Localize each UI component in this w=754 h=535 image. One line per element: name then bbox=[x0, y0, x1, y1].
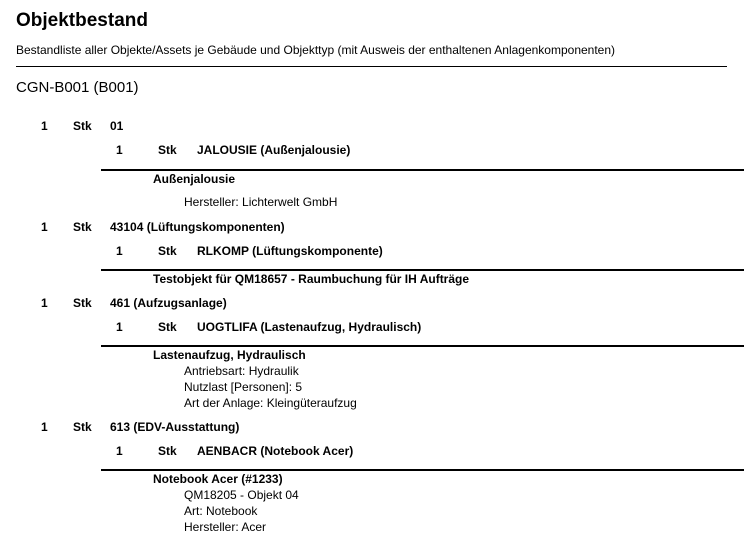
group-qty: 1 bbox=[41, 420, 48, 434]
page-title: Objektbestand bbox=[16, 10, 148, 31]
group-name: 613 (EDV-Ausstattung) bbox=[110, 420, 240, 434]
item-divider bbox=[101, 269, 744, 271]
item-attribute: Art: Notebook bbox=[184, 504, 258, 518]
item-name: UOGTLIFA (Lastenaufzug, Hydraulisch) bbox=[197, 320, 422, 334]
item-divider bbox=[101, 169, 744, 171]
item-attribute: Nutzlast [Personen]: 5 bbox=[184, 380, 303, 394]
group-qty: 1 bbox=[41, 220, 48, 234]
item-qty: 1 bbox=[116, 244, 123, 258]
item-qty: 1 bbox=[116, 444, 123, 458]
item-attribute: Hersteller: Acer bbox=[184, 520, 267, 534]
group-qty: 1 bbox=[41, 296, 48, 310]
header-divider bbox=[16, 66, 727, 67]
item-description: Notebook Acer (#1233) bbox=[153, 472, 283, 486]
group-name: 43104 (Lüftungskomponenten) bbox=[110, 220, 285, 234]
page-subtitle: Bestandliste aller Objekte/Assets je Gebäude und Objekttyp (mit Ausweis der enthaltenen Anlagenkomponenten) bbox=[16, 43, 616, 57]
group-name: 01 bbox=[110, 119, 124, 133]
item-description: Testobjekt für QM18657 - Raumbuchung für IH Aufträge bbox=[153, 272, 470, 286]
group-unit: Stk bbox=[73, 220, 92, 234]
group-unit: Stk bbox=[73, 420, 92, 434]
item-attribute: Hersteller: Lichterwelt GmbH bbox=[184, 195, 338, 209]
building-heading: CGN-B001 (B001) bbox=[16, 79, 139, 96]
item-description: Außenjalousie bbox=[153, 172, 236, 186]
item-divider bbox=[101, 345, 744, 347]
item-qty: 1 bbox=[116, 320, 123, 334]
item-attribute: Antriebsart: Hydraulik bbox=[184, 364, 299, 378]
group-name: 461 (Aufzugsanlage) bbox=[110, 296, 227, 310]
item-name: RLKOMP (Lüftungskomponente) bbox=[197, 244, 383, 258]
item-name: JALOUSIE (Außenjalousie) bbox=[197, 143, 351, 157]
item-qty: 1 bbox=[116, 143, 123, 157]
item-unit: Stk bbox=[158, 244, 177, 258]
group-unit: Stk bbox=[73, 296, 92, 310]
item-description: Lastenaufzug, Hydraulisch bbox=[153, 348, 306, 362]
group-qty: 1 bbox=[41, 119, 48, 133]
item-divider bbox=[101, 469, 744, 471]
item-attribute: QM18205 - Objekt 04 bbox=[184, 488, 299, 502]
item-name: AENBACR (Notebook Acer) bbox=[197, 444, 354, 458]
item-unit: Stk bbox=[158, 320, 177, 334]
item-attribute: Art der Anlage: Kleingüteraufzug bbox=[184, 396, 357, 410]
group-unit: Stk bbox=[73, 119, 92, 133]
item-unit: Stk bbox=[158, 143, 177, 157]
item-unit: Stk bbox=[158, 444, 177, 458]
